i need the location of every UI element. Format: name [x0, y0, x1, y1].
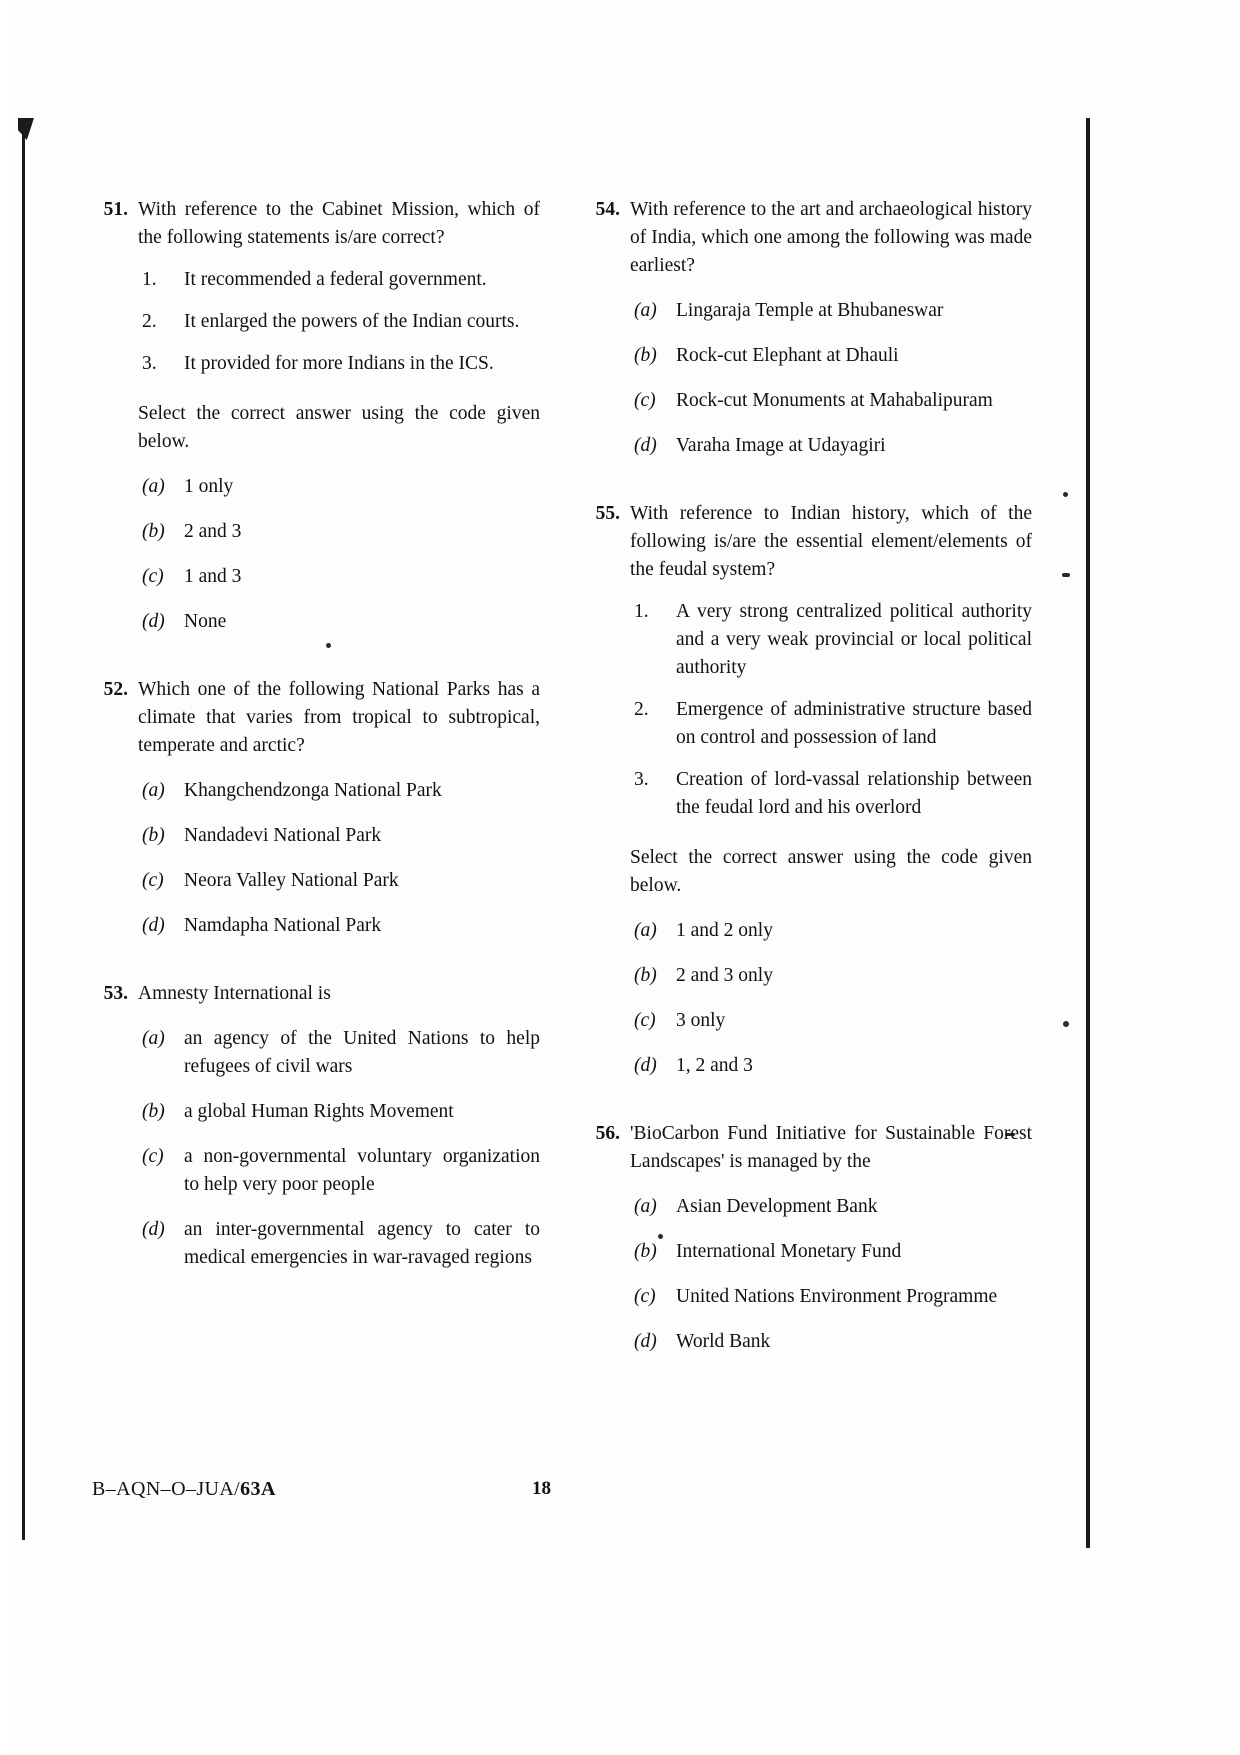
option-text: None: [184, 611, 227, 632]
option-item[interactable]: [138, 912, 540, 940]
statement-marker: 3.: [634, 769, 649, 790]
option-text: Asian Development Bank: [676, 1196, 878, 1217]
option-text: Varaha Image at Udayagiri: [676, 435, 886, 456]
question-body: [138, 980, 540, 1272]
question-body: [138, 676, 540, 940]
option-marker: (a): [634, 300, 657, 321]
option-item[interactable]: [630, 387, 1032, 415]
option-text: an agency of the United Nations to help refugees of civil wars: [184, 1028, 540, 1077]
option-item[interactable]: [138, 518, 540, 546]
question-number: 53.: [103, 983, 128, 1004]
option-text: Khangchendzonga National Park: [184, 780, 442, 801]
option-text: Rock-cut Monuments at Mahabalipuram: [676, 390, 993, 411]
question-number: 54.: [595, 199, 620, 220]
option-item[interactable]: [630, 1052, 1032, 1080]
option-text: 1 only: [184, 476, 234, 497]
option-item[interactable]: [630, 1283, 1032, 1311]
option-list: [630, 297, 1032, 460]
scan-artifact-left-cap: [18, 118, 34, 140]
statement-item: [630, 766, 1032, 822]
option-text: 1, 2 and 3: [676, 1055, 753, 1076]
option-list: [138, 1025, 540, 1272]
option-marker: (c): [142, 1146, 164, 1167]
option-marker: (c): [634, 1010, 656, 1031]
page-number: 18: [532, 1478, 551, 1499]
option-item[interactable]: [630, 1238, 1032, 1266]
option-marker: (b): [142, 1101, 165, 1122]
option-item[interactable]: [138, 1025, 540, 1081]
page-content: [92, 196, 1032, 1382]
option-item[interactable]: [630, 1007, 1032, 1035]
question-55: [584, 500, 1032, 1080]
option-marker: (b): [634, 965, 657, 986]
statement-text: It enlarged the powers of the Indian courts.: [184, 311, 520, 332]
question-56: [584, 1120, 1032, 1356]
option-text: Lingaraja Temple at Bhubaneswar: [676, 300, 944, 321]
option-item[interactable]: [138, 867, 540, 895]
statement-item: [138, 308, 540, 336]
option-text: 1 and 2 only: [676, 920, 773, 941]
option-marker: (a): [142, 476, 165, 497]
option-text: Namdapha National Park: [184, 915, 382, 936]
statement-marker: 2.: [634, 699, 649, 720]
question-body: [630, 500, 1032, 1080]
option-text: 1 and 3: [184, 566, 242, 587]
page-footer: [92, 1478, 1032, 1501]
option-item[interactable]: [630, 917, 1032, 945]
statement-text: Creation of lord-vassal relationship between the feudal lord and his overlord: [676, 769, 1032, 818]
option-item[interactable]: [138, 1098, 540, 1126]
paper-code: [92, 1478, 276, 1501]
option-marker: (b): [634, 1241, 657, 1262]
option-item[interactable]: [138, 1143, 540, 1199]
option-text: a non-governmental voluntary organization to help very poor people: [184, 1146, 540, 1195]
option-item[interactable]: [630, 1328, 1032, 1356]
option-item[interactable]: [630, 297, 1032, 325]
option-text: 3 only: [676, 1010, 726, 1031]
statement-text: Emergence of administrative structure based on control and possession of land: [676, 699, 1032, 748]
option-item[interactable]: [630, 342, 1032, 370]
option-text: Nandadevi National Park: [184, 825, 382, 846]
option-item[interactable]: [630, 962, 1032, 990]
option-marker: (d): [142, 611, 165, 632]
statement-list: [138, 266, 540, 378]
right-column: [584, 196, 1032, 1382]
option-list: [630, 1193, 1032, 1356]
statement-list: [630, 598, 1032, 822]
question-stem: With reference to the art and archaeological history of India, which one among the following was made earliest?: [630, 199, 1032, 276]
statement-item: [630, 598, 1032, 682]
question-number: 51.: [103, 199, 128, 220]
left-column: [92, 196, 540, 1382]
option-item[interactable]: [630, 432, 1032, 460]
scan-speck: [1062, 573, 1070, 577]
question-body: [138, 196, 540, 636]
option-item[interactable]: [138, 563, 540, 591]
question-number: 55.: [595, 503, 620, 524]
option-marker: (d): [634, 435, 657, 456]
question-body: [630, 1120, 1032, 1356]
statement-marker: 2.: [142, 311, 157, 332]
option-item[interactable]: [630, 1193, 1032, 1221]
option-text: a global Human Rights Movement: [184, 1101, 454, 1122]
statement-text: It provided for more Indians in the ICS.: [184, 353, 494, 374]
option-item[interactable]: [138, 608, 540, 636]
question-stem: With reference to Indian history, which of the following is/are the essential element/elements of the feudal system?: [630, 503, 1032, 580]
two-column-layout: [92, 196, 1032, 1382]
option-item[interactable]: [138, 1216, 540, 1272]
option-marker: (d): [142, 1219, 165, 1240]
select-code-note: Select the correct answer using the code given below.: [138, 403, 540, 452]
option-item[interactable]: [138, 822, 540, 850]
question-52: [92, 676, 540, 940]
option-marker: (a): [634, 1196, 657, 1217]
scan-artifact-left-bar: [22, 120, 25, 1540]
statement-item: [138, 350, 540, 378]
scan-artifact-right-bar: [1086, 118, 1090, 1548]
statement-marker: 1.: [634, 601, 649, 622]
paper-code-suffix: 63A: [240, 1478, 276, 1500]
option-list: [630, 917, 1032, 1080]
option-marker: (a): [142, 780, 165, 801]
option-marker: (c): [142, 566, 164, 587]
option-marker: (a): [142, 1028, 165, 1049]
option-text: 2 and 3 only: [676, 965, 773, 986]
question-stem: 'BioCarbon Fund Initiative for Sustainable Forest Landscapes' is managed by the: [630, 1123, 1032, 1172]
option-marker: (c): [634, 390, 656, 411]
option-marker: (b): [634, 345, 657, 366]
option-item[interactable]: [138, 777, 540, 805]
scan-speck: [1063, 1021, 1069, 1027]
option-text: an inter-governmental agency to cater to medical emergencies in war-ravaged regions: [184, 1219, 540, 1268]
option-marker: (d): [634, 1331, 657, 1352]
question-54: [584, 196, 1032, 460]
option-list: [138, 473, 540, 636]
option-text: World Bank: [676, 1331, 771, 1352]
option-marker: (d): [634, 1055, 657, 1076]
question-stem: With reference to the Cabinet Mission, which of the following statements is/are correct?: [138, 199, 540, 248]
question-stem: Which one of the following National Parks has a climate that varies from tropical to subtropical, temperate and arctic?: [138, 679, 540, 756]
statement-text: It recommended a federal government.: [184, 269, 487, 290]
question-body: [630, 196, 1032, 460]
question-number: 52.: [103, 679, 128, 700]
statement-item: [138, 266, 540, 294]
option-marker: (b): [142, 825, 165, 846]
select-code-note: Select the correct answer using the code given below.: [630, 847, 1032, 896]
paper-code-prefix: B–AQN–O–JUA/: [92, 1478, 241, 1500]
option-text: Neora Valley National Park: [184, 870, 399, 891]
option-text: International Monetary Fund: [676, 1241, 902, 1262]
option-item[interactable]: [138, 473, 540, 501]
option-list: [138, 777, 540, 940]
scan-left-margin: [0, 0, 14, 1755]
option-marker: (c): [634, 1286, 656, 1307]
option-marker: (a): [634, 920, 657, 941]
option-text: United Nations Environment Programme: [676, 1286, 998, 1307]
option-marker: (b): [142, 521, 165, 542]
question-53: [92, 980, 540, 1272]
question-number: 56.: [595, 1123, 620, 1144]
option-marker: (d): [142, 915, 165, 936]
statement-marker: 1.: [142, 269, 157, 290]
scan-speck: [1063, 492, 1068, 497]
option-marker: (c): [142, 870, 164, 891]
statement-marker: 3.: [142, 353, 157, 374]
statement-item: [630, 696, 1032, 752]
option-text: Rock-cut Elephant at Dhauli: [676, 345, 899, 366]
statement-text: A very strong centralized political authority and a very weak provincial or local political authority: [676, 601, 1032, 678]
question-stem: Amnesty International is: [138, 983, 331, 1004]
question-51: [92, 196, 540, 636]
option-text: 2 and 3: [184, 521, 242, 542]
